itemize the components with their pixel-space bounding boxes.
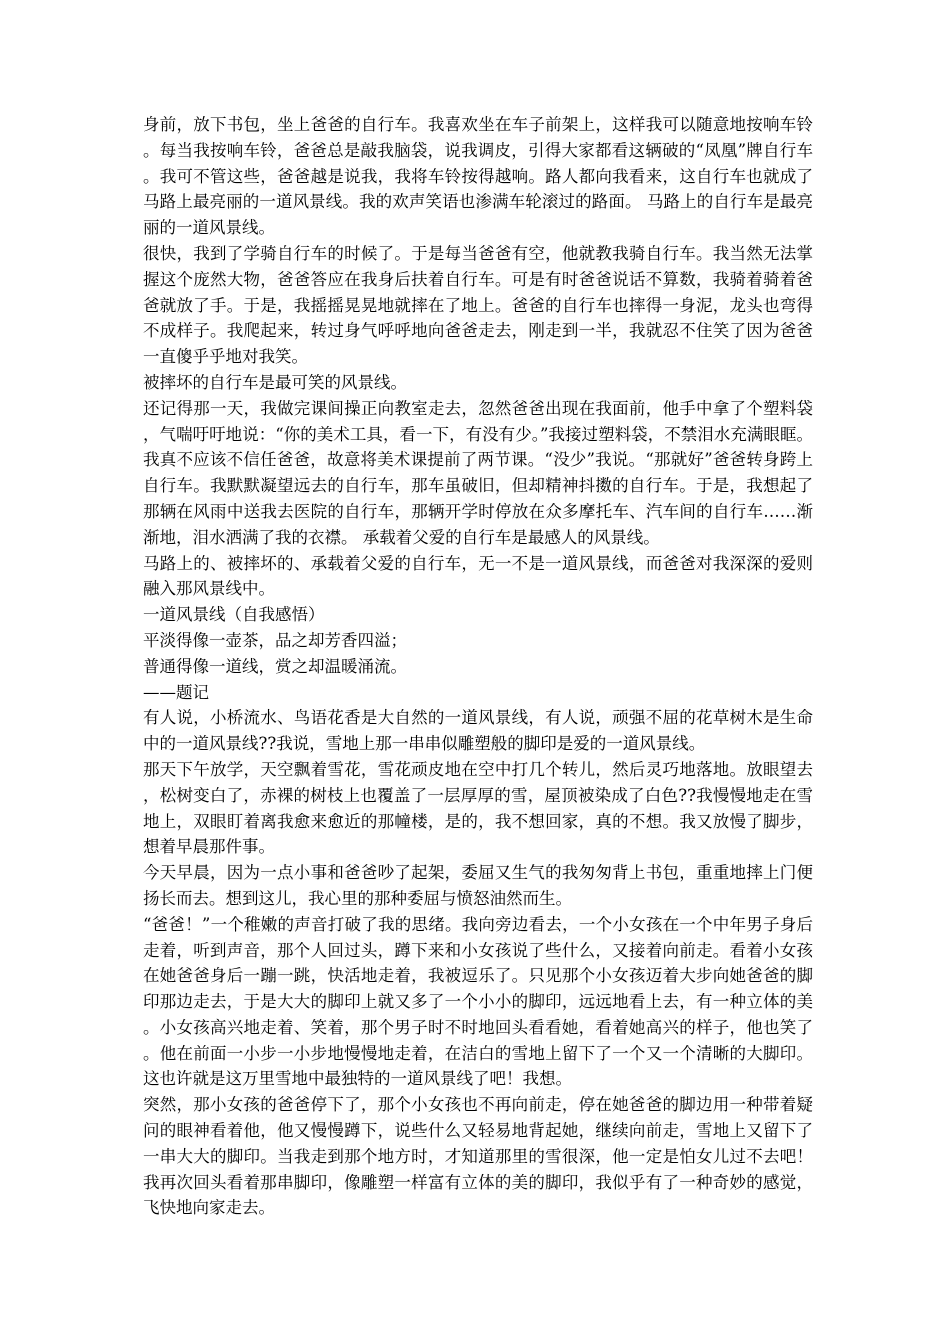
paragraph: 马路上的、被摔坏的、承载着父爱的自行车，无一不是一道风景线，而爸爸对我深深的爱则融入那风景线中。 (143, 553, 813, 599)
document-body (143, 112, 813, 1221)
epigraph-line: 普通得像一道线，赏之却温暖涌流。 (143, 656, 407, 676)
paragraph: 被摔坏的自行车是最可笑的风景线。 (143, 372, 407, 392)
paragraph: 有人说，小桥流水、鸟语花香是大自然的一道风景线，有人说，顽强不屈的花草树木是生命中的一道风景线??我说，雪地上那一串串似雕塑般的脚印是爱的一道风景线。 (143, 708, 813, 754)
paragraph: 还记得那一天，我做完课间操正向教室走去，忽然爸爸出现在我面前，他手中拿了个塑料袋，气喘吁吁地说：“你的美术工具，看一下，有没有少。”我接过塑料袋，不禁泪水充满眼眶。我真不应该不信任爸爸，故意将美术课提前了两节课。“没少”我说。“那就好”爸爸转身跨上自行车。我默默凝望远去的自行车，那车虽破旧，但却精神抖擞的自行车。于是，我想起了那辆在风雨中送我去医院的自行车，那辆开学时停放在众多摩托车、汽车间的自行车……渐渐地，泪水洒满了我的衣襟。 承载着父爱的自行车是最感人的风景线。 (143, 398, 813, 547)
paragraph: 今天早晨，因为一点小事和爸爸吵了起架，委屈又生气的我匆匆背上书包，重重地摔上门便扬长而去。想到这儿，我心里的那种委屈与愤怒油然而生。 (143, 863, 813, 908)
paragraph: 身前，放下书包，坐上爸爸的自行车。我喜欢坐在车子前架上，这样我可以随意地按响车铃。每当我按响车铃，爸爸总是敲我脑袋，说我调皮，引得大家都看这辆破的“凤凰”牌自行车。我可不管这些，爸爸越是说我，我将车铃按得越响。路人都向我看来，这自行车也就成了马路上最亮丽的一道风景线。我的欢声笑语也渗满车轮滚过的路面。 马路上的自行车是最亮丽的一道风景线。 (143, 115, 813, 238)
essay-title: 一道风景线（自我感悟） (143, 605, 325, 625)
paragraph: 很快，我到了学骑自行车的时候了。于是每当爸爸有空，他就教我骑自行车。我当然无法掌握这个庞然大物，爸爸答应在我身后扶着自行车。可是有时爸爸说话不算数，我骑着骑着爸爸就放了手。于是，我摇摇晃晃地就摔在了地上。爸爸的自行车也摔得一身泥，龙头也弯得不成样子。我爬起来，转过身气呼呼地向爸爸走去，刚走到一半，我就忍不住笑了因为爸爸一直傻乎乎地对我笑。 (143, 243, 813, 367)
paragraph: 突然，那小女孩的爸爸停下了，那个小女孩也不再向前走，停在她爸爸的脚边用一种带着疑问的眼神看着他，他又慢慢蹲下，说些什么又轻易地背起她，继续向前走，雪地上又留下了一串大大的脚印。当我走到那个地方时，才知道那里的雪很深，他一定是怕女儿过不去吧！我再次回头看着那串脚印，像雕塑一样富有立体的美的脚印，我似乎有了一种奇妙的感觉，飞快地向家走去。 (143, 1095, 813, 1218)
epigraph-attribution: ——题记 (143, 682, 209, 702)
paragraph: 那天下午放学，天空飘着雪花，雪花顽皮地在空中打几个转儿，然后灵巧地落地。放眼望去，松树变白了，赤裸的树枝上也覆盖了一层厚厚的雪，屋顶被染成了白色??我慢慢地走在雪地上，双眼盯着离我愈来愈近的那幢楼，是的，我不想回家，真的不想。我又放慢了脚步，想着早晨那件事。 (143, 759, 813, 857)
paragraph: “爸爸！”一个稚嫩的声音打破了我的思绪。我向旁边看去，一个小女孩在一个中年男子身后走着，听到声音，那个人回过头，蹲下来和小女孩说了些什么，又接着向前走。看着小女孩在她爸爸身后一蹦一跳，快活地走着，我被逗乐了。只见那个小女孩迈着大步向她爸爸的脚印那边走去，于是大大的脚印上就又多了一个小小的脚印，远远地看上去，有一种立体的美。小女孩高兴地走着、笑着，那个男子时不时地回头看看她，看着她高兴的样子，他也笑了。他在前面一小步一小步地慢慢地走着，在洁白的雪地上留下了一个又一个清晰的大脚印。这也许就是这万里雪地中最独特的一道风景线了吧！我想。 (143, 914, 813, 1089)
epigraph-line: 平淡得像一壶茶，品之却芳香四溢； (143, 630, 407, 650)
